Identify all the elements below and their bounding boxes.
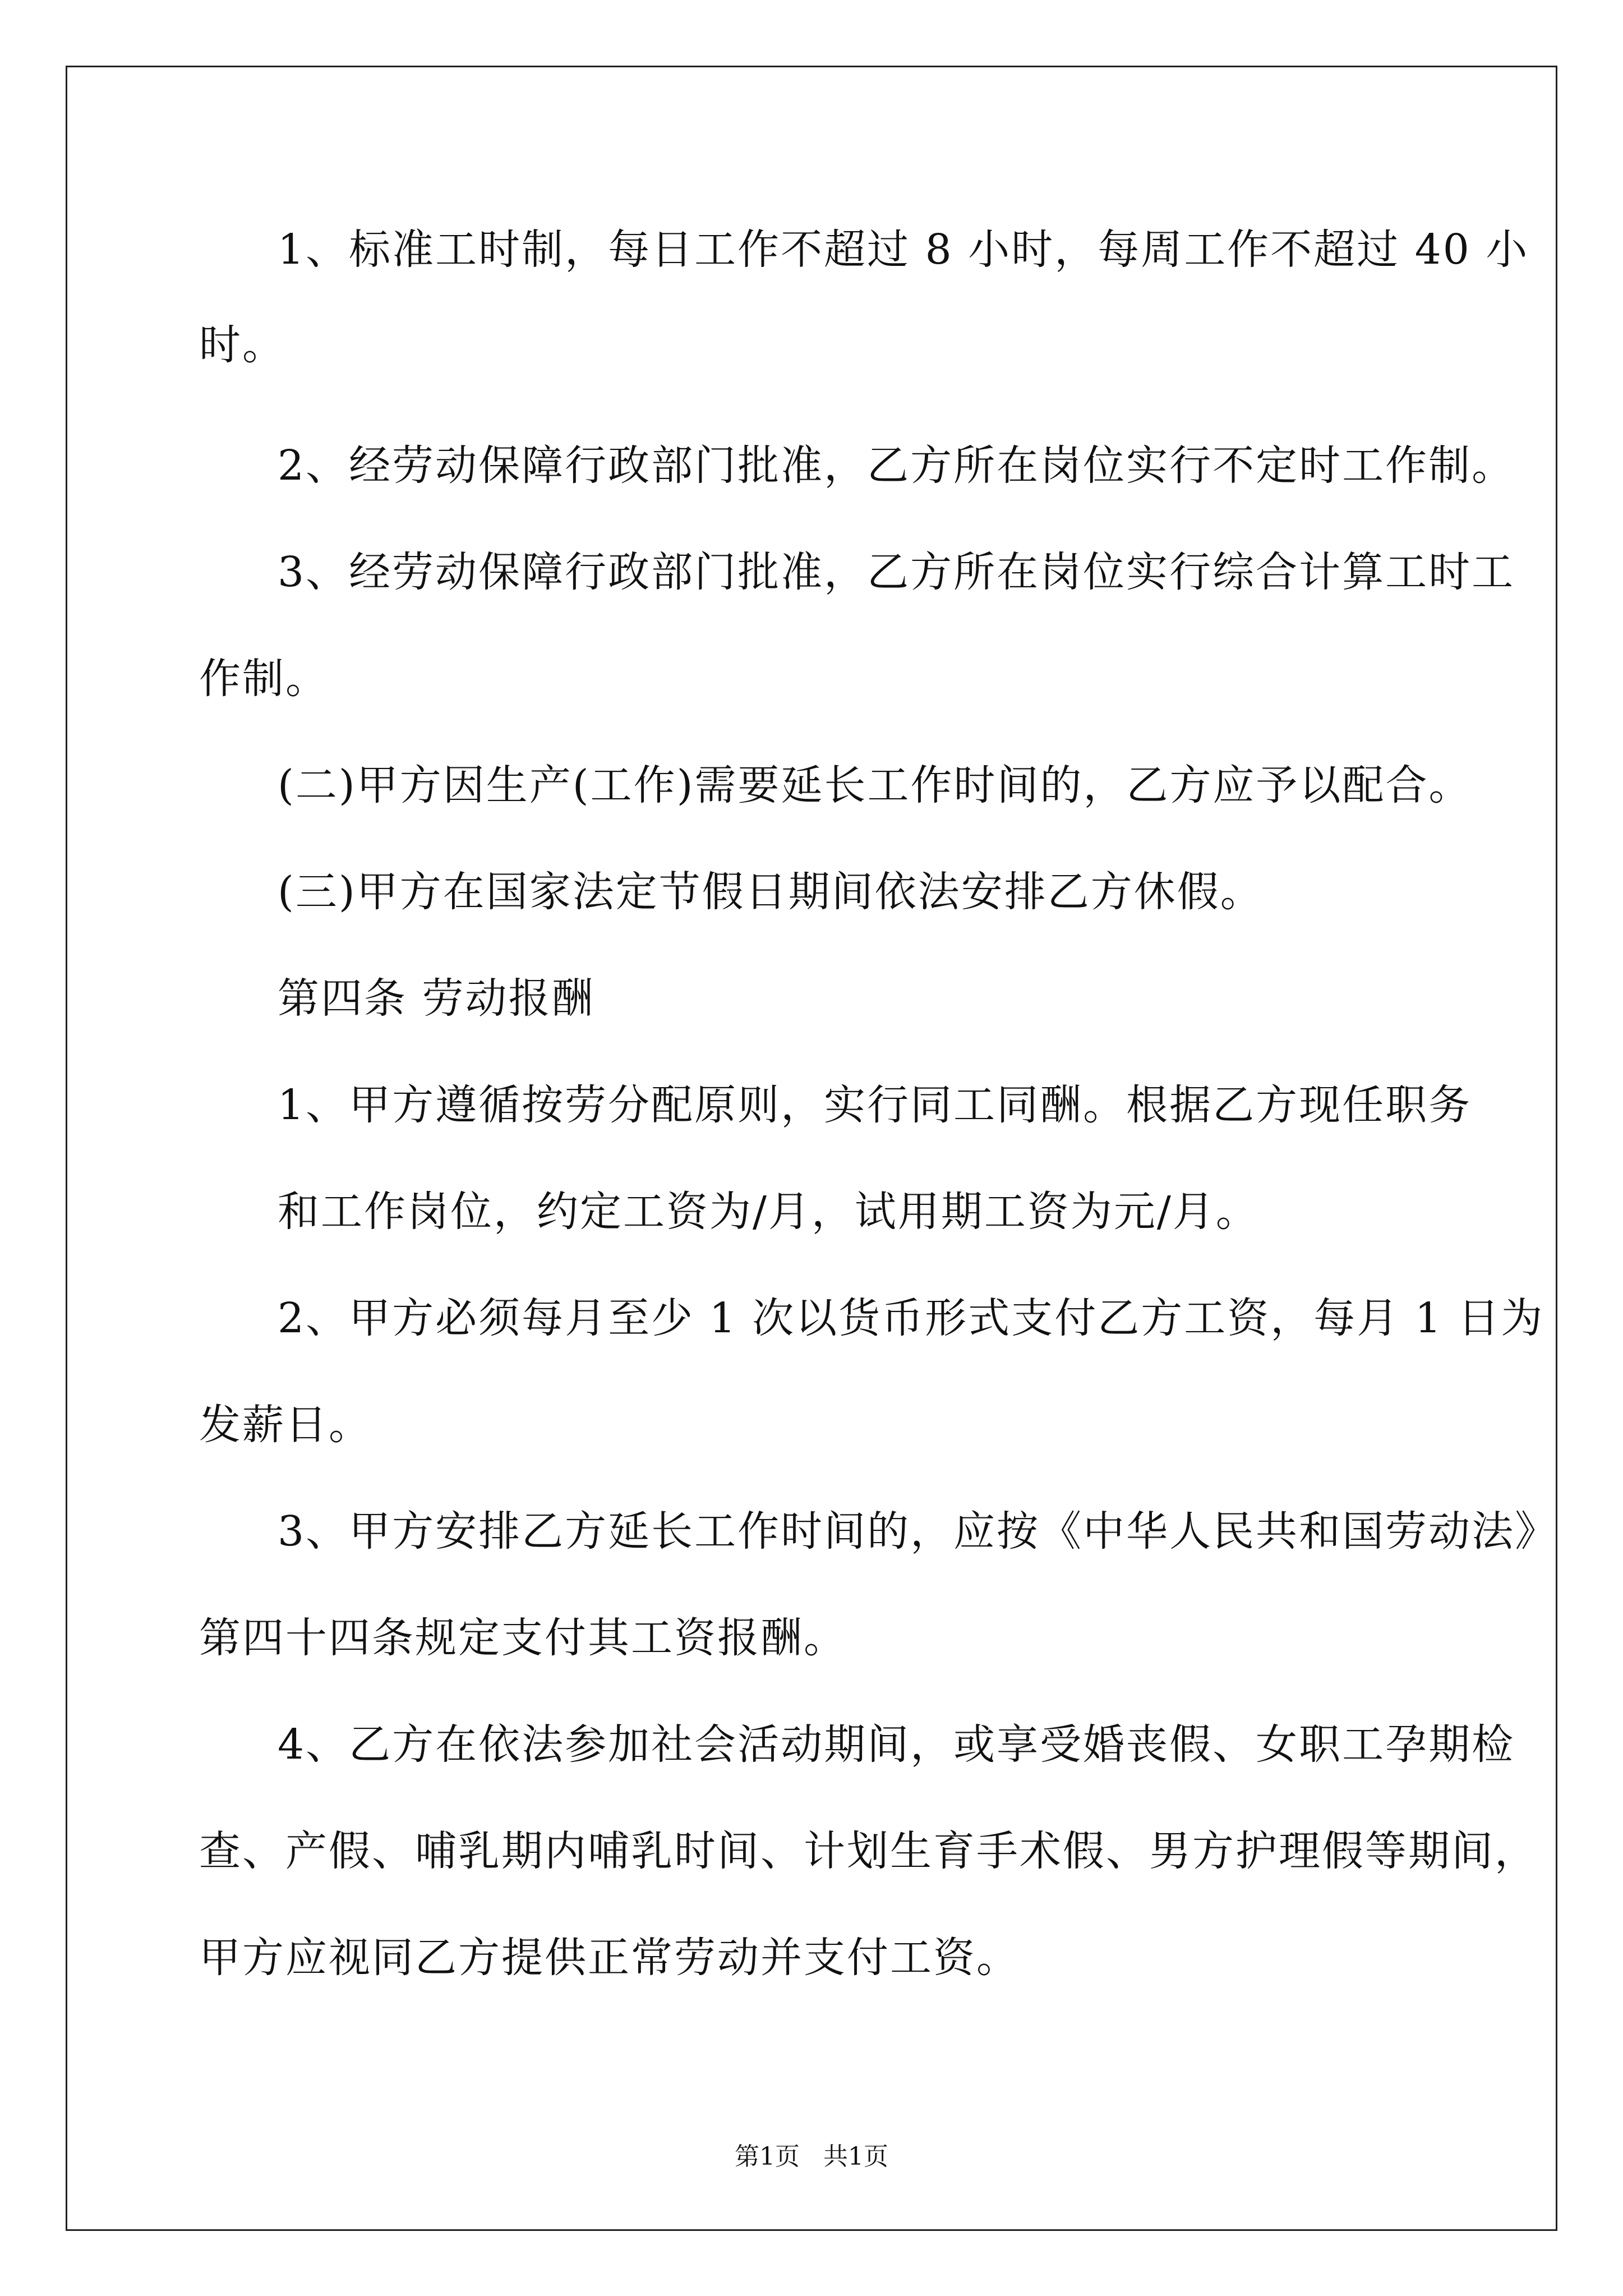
paragraph-1-line-2: 时。 bbox=[199, 321, 285, 369]
section-heading: 第四条 劳动报酬 bbox=[278, 974, 595, 1023]
paragraph-1-line-1: 1、标准工时制，每日工作不超过 8 小时，每周工作不超过 40 小 bbox=[278, 226, 1529, 274]
paragraph-7-line-2: 和工作岗位，约定工资为/月，试用期工资为元/月。 bbox=[278, 1188, 1259, 1236]
paragraph-7-line-1: 1、甲方遵循按劳分配原则，实行同工同酬。根据乙方现任职务 bbox=[278, 1081, 1472, 1129]
paragraph-3-line-1: 3、经劳动保障行政部门批准，乙方所在岗位实行综合计算工时工 bbox=[278, 548, 1515, 596]
page-border bbox=[66, 66, 1557, 2231]
paragraph-8-line-2: 发薪日。 bbox=[199, 1401, 372, 1449]
paragraph-3-line-2: 作制。 bbox=[199, 655, 329, 703]
paragraph-9-line-1: 3、甲方安排乙方延长工作时间的，应按《中华人民共和国劳动法》 bbox=[278, 1507, 1559, 1556]
paragraph-10-line-1: 4、乙方在依法参加社会活动期间，或享受婚丧假、女职工孕期检 bbox=[278, 1720, 1515, 1769]
paragraph-10-line-2: 查、产假、哺乳期内哺乳时间、计划生育手术假、男方护理假等期间， bbox=[199, 1827, 1538, 1875]
page-footer: 第1页 共1页 bbox=[735, 2142, 888, 2171]
paragraph-5-line-1: (三)甲方在国家法定节假日期间依法安排乙方休假。 bbox=[278, 868, 1264, 916]
paragraph-8-line-1: 2、甲方必须每月至少 1 次以货币形式支付乙方工资，每月 1 日为 bbox=[278, 1294, 1544, 1342]
paragraph-2-line-1: 2、经劳动保障行政部门批准，乙方所在岗位实行不定时工作制。 bbox=[278, 441, 1515, 490]
paragraph-4-line-1: (二)甲方因生产(工作)需要延长工作时间的，乙方应予以配合。 bbox=[278, 761, 1472, 809]
paragraph-9-line-2: 第四十四条规定支付其工资报酬。 bbox=[199, 1614, 847, 1662]
paragraph-10-line-3: 甲方应视同乙方提供正常劳动并支付工资。 bbox=[199, 1934, 1020, 1982]
